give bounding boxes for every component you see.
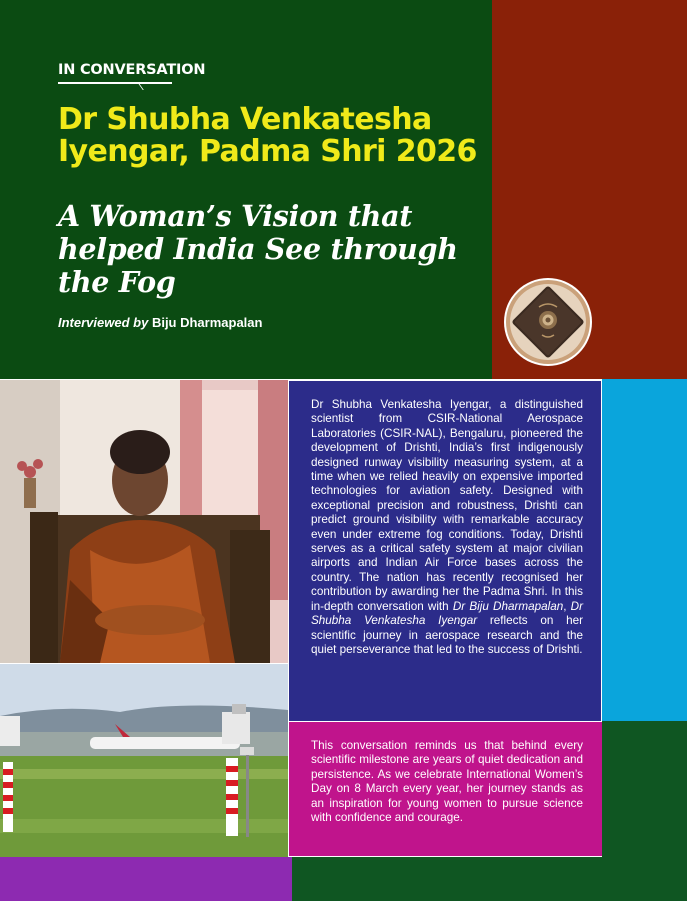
byline-name: Biju Dharmapalan bbox=[151, 315, 263, 330]
intro-text-part2: reflects on her scientific journey in aerospace research and the quiet perseverance that led to the success of Drishti. bbox=[311, 614, 583, 656]
intro-box bbox=[289, 381, 601, 721]
footer-purple-block bbox=[0, 857, 292, 901]
padma-shri-emblem-icon bbox=[503, 277, 593, 367]
byline bbox=[58, 315, 262, 330]
footer-green-block bbox=[292, 857, 687, 901]
intro-interviewer-name: Dr Biju Dharmapalan bbox=[452, 599, 564, 613]
outro-box bbox=[289, 722, 602, 856]
outro-paragraph: This conversation reminds us that behind every scientific milestone are years of quiet dedication and persistence. As we celebrate International Women’s Day on 8 March every year, her journey stands as an inspiration for young women to pursue science with confidence and courage. bbox=[311, 739, 583, 825]
section-tag-underline bbox=[58, 82, 172, 84]
intro-text-comma: , bbox=[563, 599, 571, 613]
side-cyan-block bbox=[602, 379, 687, 721]
intro-paragraph bbox=[311, 398, 583, 657]
runway-visibility-sensors-photo bbox=[0, 664, 288, 857]
section-tag: IN CONVERSATION bbox=[58, 62, 206, 78]
intro-text-part1: Dr Shubha Venkatesha Iyengar, a distinguished scientist from CSIR-National Aerospace Laboratories (CSIR-NAL), Bengaluru, pioneered the development of Drishti, India’s first indigenously designed runway visibility measuring system, at a time when we relied heavily on expensive imported technologies for aviation safety. Designed with exceptional precision and robustness, Drishti can predict ground visibility with remarkable accuracy even under extreme fog conditions. Today, Drishti serves as a critical safety system at major civilian airports and Indian Air Force bases across the country. The nation has recently recognised her contribution by awarding her the Padma Shri. In this in-depth conversation with bbox=[311, 398, 583, 613]
article-subtitle: A Woman’s Vision that helped India See through the Fog bbox=[58, 199, 458, 299]
article-title: Dr Shubha Venkatesha Iyengar, Padma Shri 2026 bbox=[58, 102, 477, 169]
intro-subject-name: Dr Shubha Venkatesha Iyengar bbox=[311, 599, 584, 628]
byline-prefix: Interviewed by bbox=[58, 315, 149, 330]
portrait-photo bbox=[0, 380, 288, 663]
